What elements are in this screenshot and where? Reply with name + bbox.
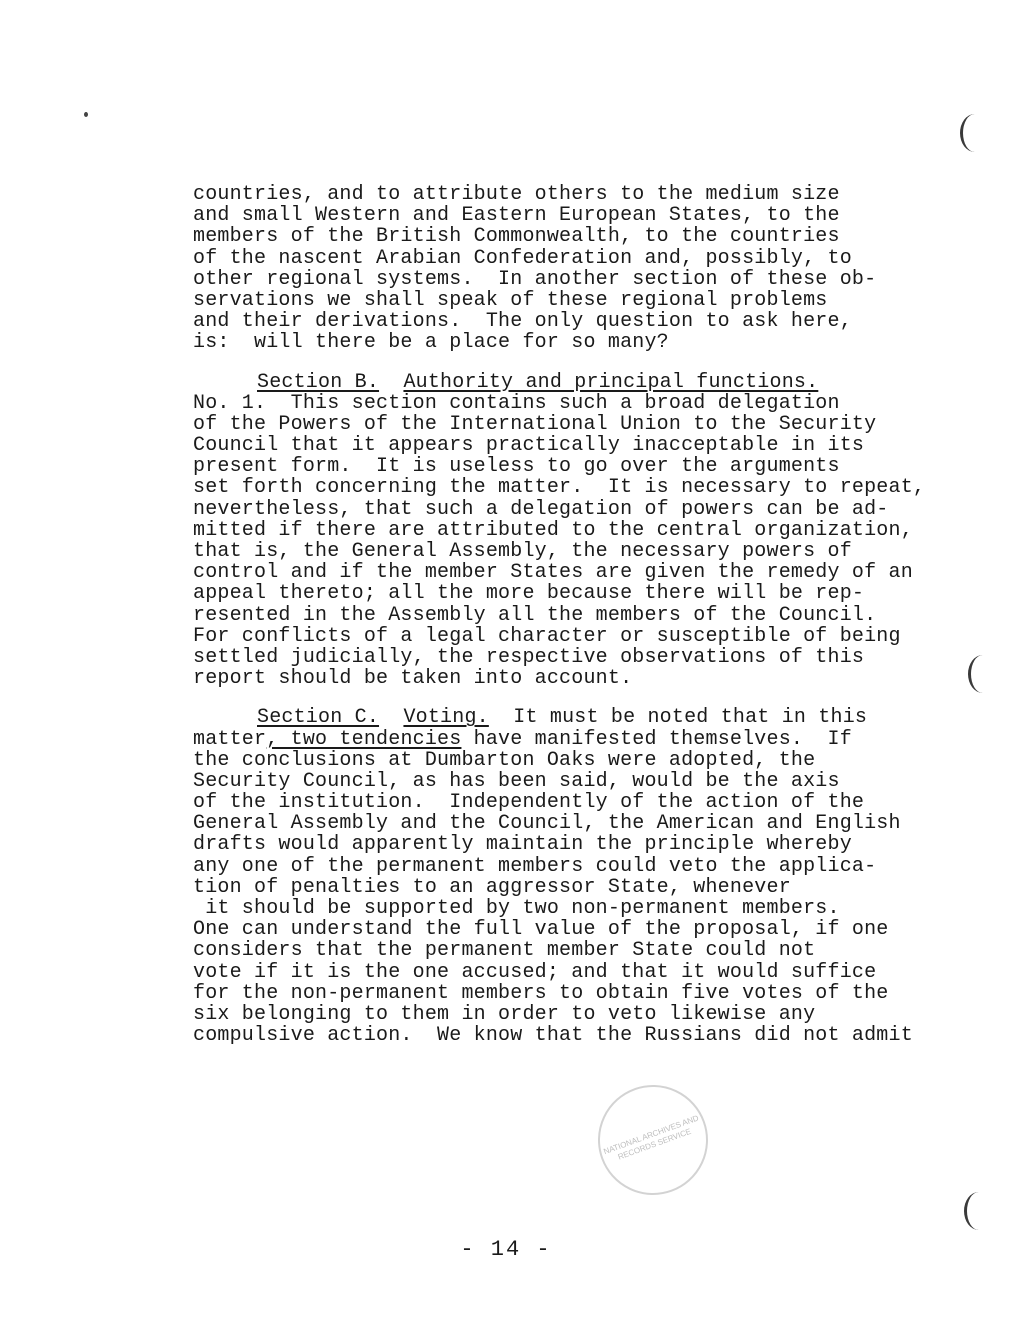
section-b-label: Section B.: [257, 370, 380, 394]
text-line: members of the British Commonwealth, to the countries: [193, 225, 840, 249]
punch-hole-top: [960, 114, 989, 152]
text-line: For conflicts of a legal character or susceptible of being: [193, 624, 901, 648]
section-c-heading: [193, 707, 963, 728]
text-line: servations we shall speak of these regional problems: [193, 288, 828, 312]
text-line: other regional systems. In another section of these ob-: [193, 267, 877, 291]
text-line: report should be taken into account.: [193, 667, 633, 691]
text-line: the conclusions at Dumbarton Oaks were adopted, the: [193, 748, 816, 772]
text-line: six belonging to them in order to veto likewise any: [193, 1002, 816, 1026]
text-line: is: will there be a place for so many?: [193, 331, 669, 355]
text-line: nevertheless, that such a delegation of powers can be ad-: [193, 497, 889, 521]
text-line: considers that the permanent member State could not: [193, 939, 816, 963]
text-line: for the non-permanent members to obtain five votes of the: [193, 981, 889, 1005]
text-line: any one of the permanent members could veto the applica-: [193, 854, 877, 878]
punch-hole-middle: [968, 655, 997, 693]
text-line: vote if it is the one accused; and that it would suffice: [193, 960, 877, 984]
body-text: [193, 184, 963, 1046]
section-b-title: Authority and principal functions.: [403, 370, 819, 394]
section-c-title: Voting.: [403, 706, 489, 730]
text-line: One can understand the full value of the proposal, if one: [193, 918, 889, 942]
text-fragment: have manifested themselves. If: [461, 727, 852, 751]
section-c-first-line: It must be noted that in this: [488, 706, 868, 730]
text-line: No. 1. This section contains such a broad delegation: [193, 391, 840, 415]
archive-stamp: [583, 1070, 724, 1211]
text-line: it should be supported by two non-permanent members.: [193, 897, 840, 920]
text-line: countries, and to attribute others to the medium size: [193, 183, 840, 206]
text-line: Council that it appears practically inacceptable in its: [193, 434, 865, 458]
text-line: and their derivations. The only question to ask here,: [193, 310, 852, 334]
section-b: [193, 372, 963, 690]
punch-hole-bottom: [964, 1192, 993, 1230]
text-line: present form. It is useless to go over the arguments: [193, 455, 840, 479]
underlined-fragment: , two tendencies: [266, 727, 462, 751]
text-line: settled judicially, the respective observations of this: [193, 645, 865, 669]
text-line: General Assembly and the Council, the American and English: [193, 812, 901, 836]
text-line: [193, 729, 963, 750]
text-line: set forth concerning the matter. It is necessary to repeat,: [193, 476, 926, 500]
section-c: [193, 707, 963, 1046]
page-number: - 14 -: [460, 1237, 552, 1262]
text-line: mitted if there are attributed to the central organization,: [193, 518, 913, 542]
text-line: and small Western and Eastern European States, to the: [193, 204, 840, 228]
section-c-label: Section C.: [257, 706, 380, 730]
paragraph-regional: [193, 184, 963, 354]
text-line: drafts would apparently maintain the principle whereby: [193, 833, 852, 857]
text-line: that is, the General Assembly, the necessary powers of: [193, 540, 852, 563]
text-line: Security Council, as has been said, would be the axis: [193, 769, 840, 793]
text-line: compulsive action. We know that the Russians did not admit: [193, 1024, 913, 1048]
text-line: tion of penalties to an aggressor State, whenever: [193, 875, 791, 899]
text-line: of the institution. Independently of the action of the: [193, 791, 865, 815]
text-line: resented in the Assembly all the members of the Council.: [193, 603, 877, 627]
text-line: appeal thereto; all the more because there will be rep-: [193, 582, 865, 606]
text-line: of the nascent Arabian Confederation and, possibly, to: [193, 246, 852, 270]
text-line: control and if the member States are given the remedy of an: [193, 561, 913, 585]
margin-mark: [84, 112, 88, 117]
text-fragment: matter: [193, 727, 267, 751]
section-b-heading: [193, 372, 963, 393]
text-line: of the Powers of the International Union to the Security: [193, 412, 877, 436]
archive-stamp-text: NATIONAL ARCHIVES AND RECORDS SERVICE: [602, 1113, 700, 1162]
